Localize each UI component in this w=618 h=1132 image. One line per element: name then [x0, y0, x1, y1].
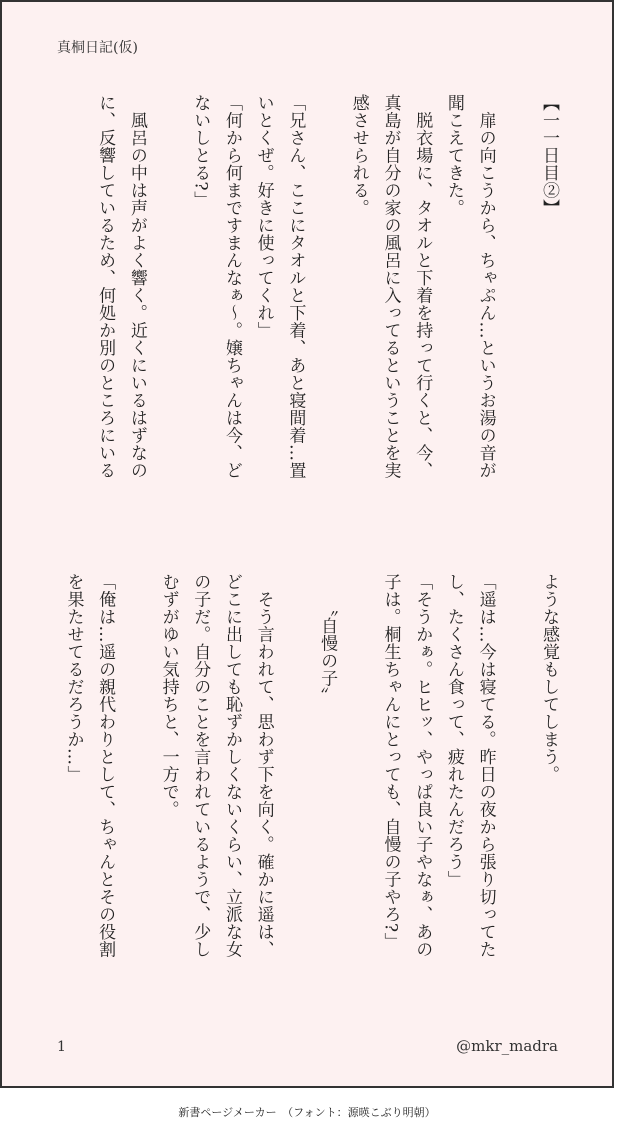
text-line [120, 573, 152, 1013]
text-line: ないしとる?」 [190, 94, 211, 209]
text-line: どこに出しても恥ずかしくないくらい、立派な女 [221, 573, 242, 958]
text-line: 脱衣場に、タオルと下着を持って行くと、今、 [412, 94, 433, 479]
text-line: 子は。桐生ちゃんにとっても、自慢の子やろ?」 [380, 573, 401, 951]
text-line: し、たくさん食って、疲れたんだろう」 [443, 573, 464, 888]
text-line: 「そうかぁ。ヒヒッ、やっぱ良い子やなぁ、あの [412, 573, 433, 958]
text-line [152, 94, 184, 524]
text-line: いとくぜ。好きに使ってくれ」 [253, 94, 274, 339]
text-line [501, 94, 533, 524]
text-line: 〝自慢の子〟 [317, 573, 338, 705]
text-line: 聞こえてきた。 [443, 94, 464, 217]
text-line: 「何から何まですまんなぁ〜。嬢ちゃんは今、ど [221, 94, 242, 479]
text-line [342, 573, 374, 1013]
text-line: に、反響しているため、何処か別のところにいる [95, 94, 116, 479]
text-line: むずがゆい気持ちと、一方で。 [158, 573, 179, 818]
page-number: 1 [57, 1039, 66, 1055]
author-handle: @mkr_madra [456, 1037, 558, 1055]
text-line: ような感覚もしてしまう。 [539, 573, 559, 783]
text-line: の子だ。自分のことを言われているようで、少し [190, 573, 211, 958]
page-header-title: 真桐日記(仮) [57, 40, 138, 56]
text-line: 「兄さん、ここにタオルと下着、あと寝間着…置 [285, 94, 306, 479]
text-line: 「俺は…遥の親代わりとして、ちゃんとその役割 [95, 573, 116, 958]
text-line [279, 573, 311, 1013]
text-line: 扉の向こうから、ちゃぷん…というお湯の音が [475, 94, 496, 479]
text-line [310, 94, 342, 524]
text-line: 【一一日目②】 [539, 94, 559, 217]
text-line: そう言われて、思わず下を向く。確かに遥は、 [253, 573, 274, 958]
text-line: を果たせてるだろうか…」 [63, 573, 84, 783]
text-line: 風呂の中は声がよく響く。近くにいるはずなの [126, 94, 147, 479]
text-block-top [88, 94, 564, 524]
text-line [501, 573, 533, 1013]
text-line: 「遥は…今は寝てる。昨日の夜から張り切ってた [475, 573, 496, 958]
text-block-bottom [57, 573, 564, 1013]
text-line: 感させられる。 [348, 94, 369, 217]
text-line: 真島が自分の家の風呂に入ってるということを実 [380, 94, 401, 479]
generator-credit: 新書ページメーカー （フォント：源暎こぶり明朝） [178, 1106, 436, 1119]
